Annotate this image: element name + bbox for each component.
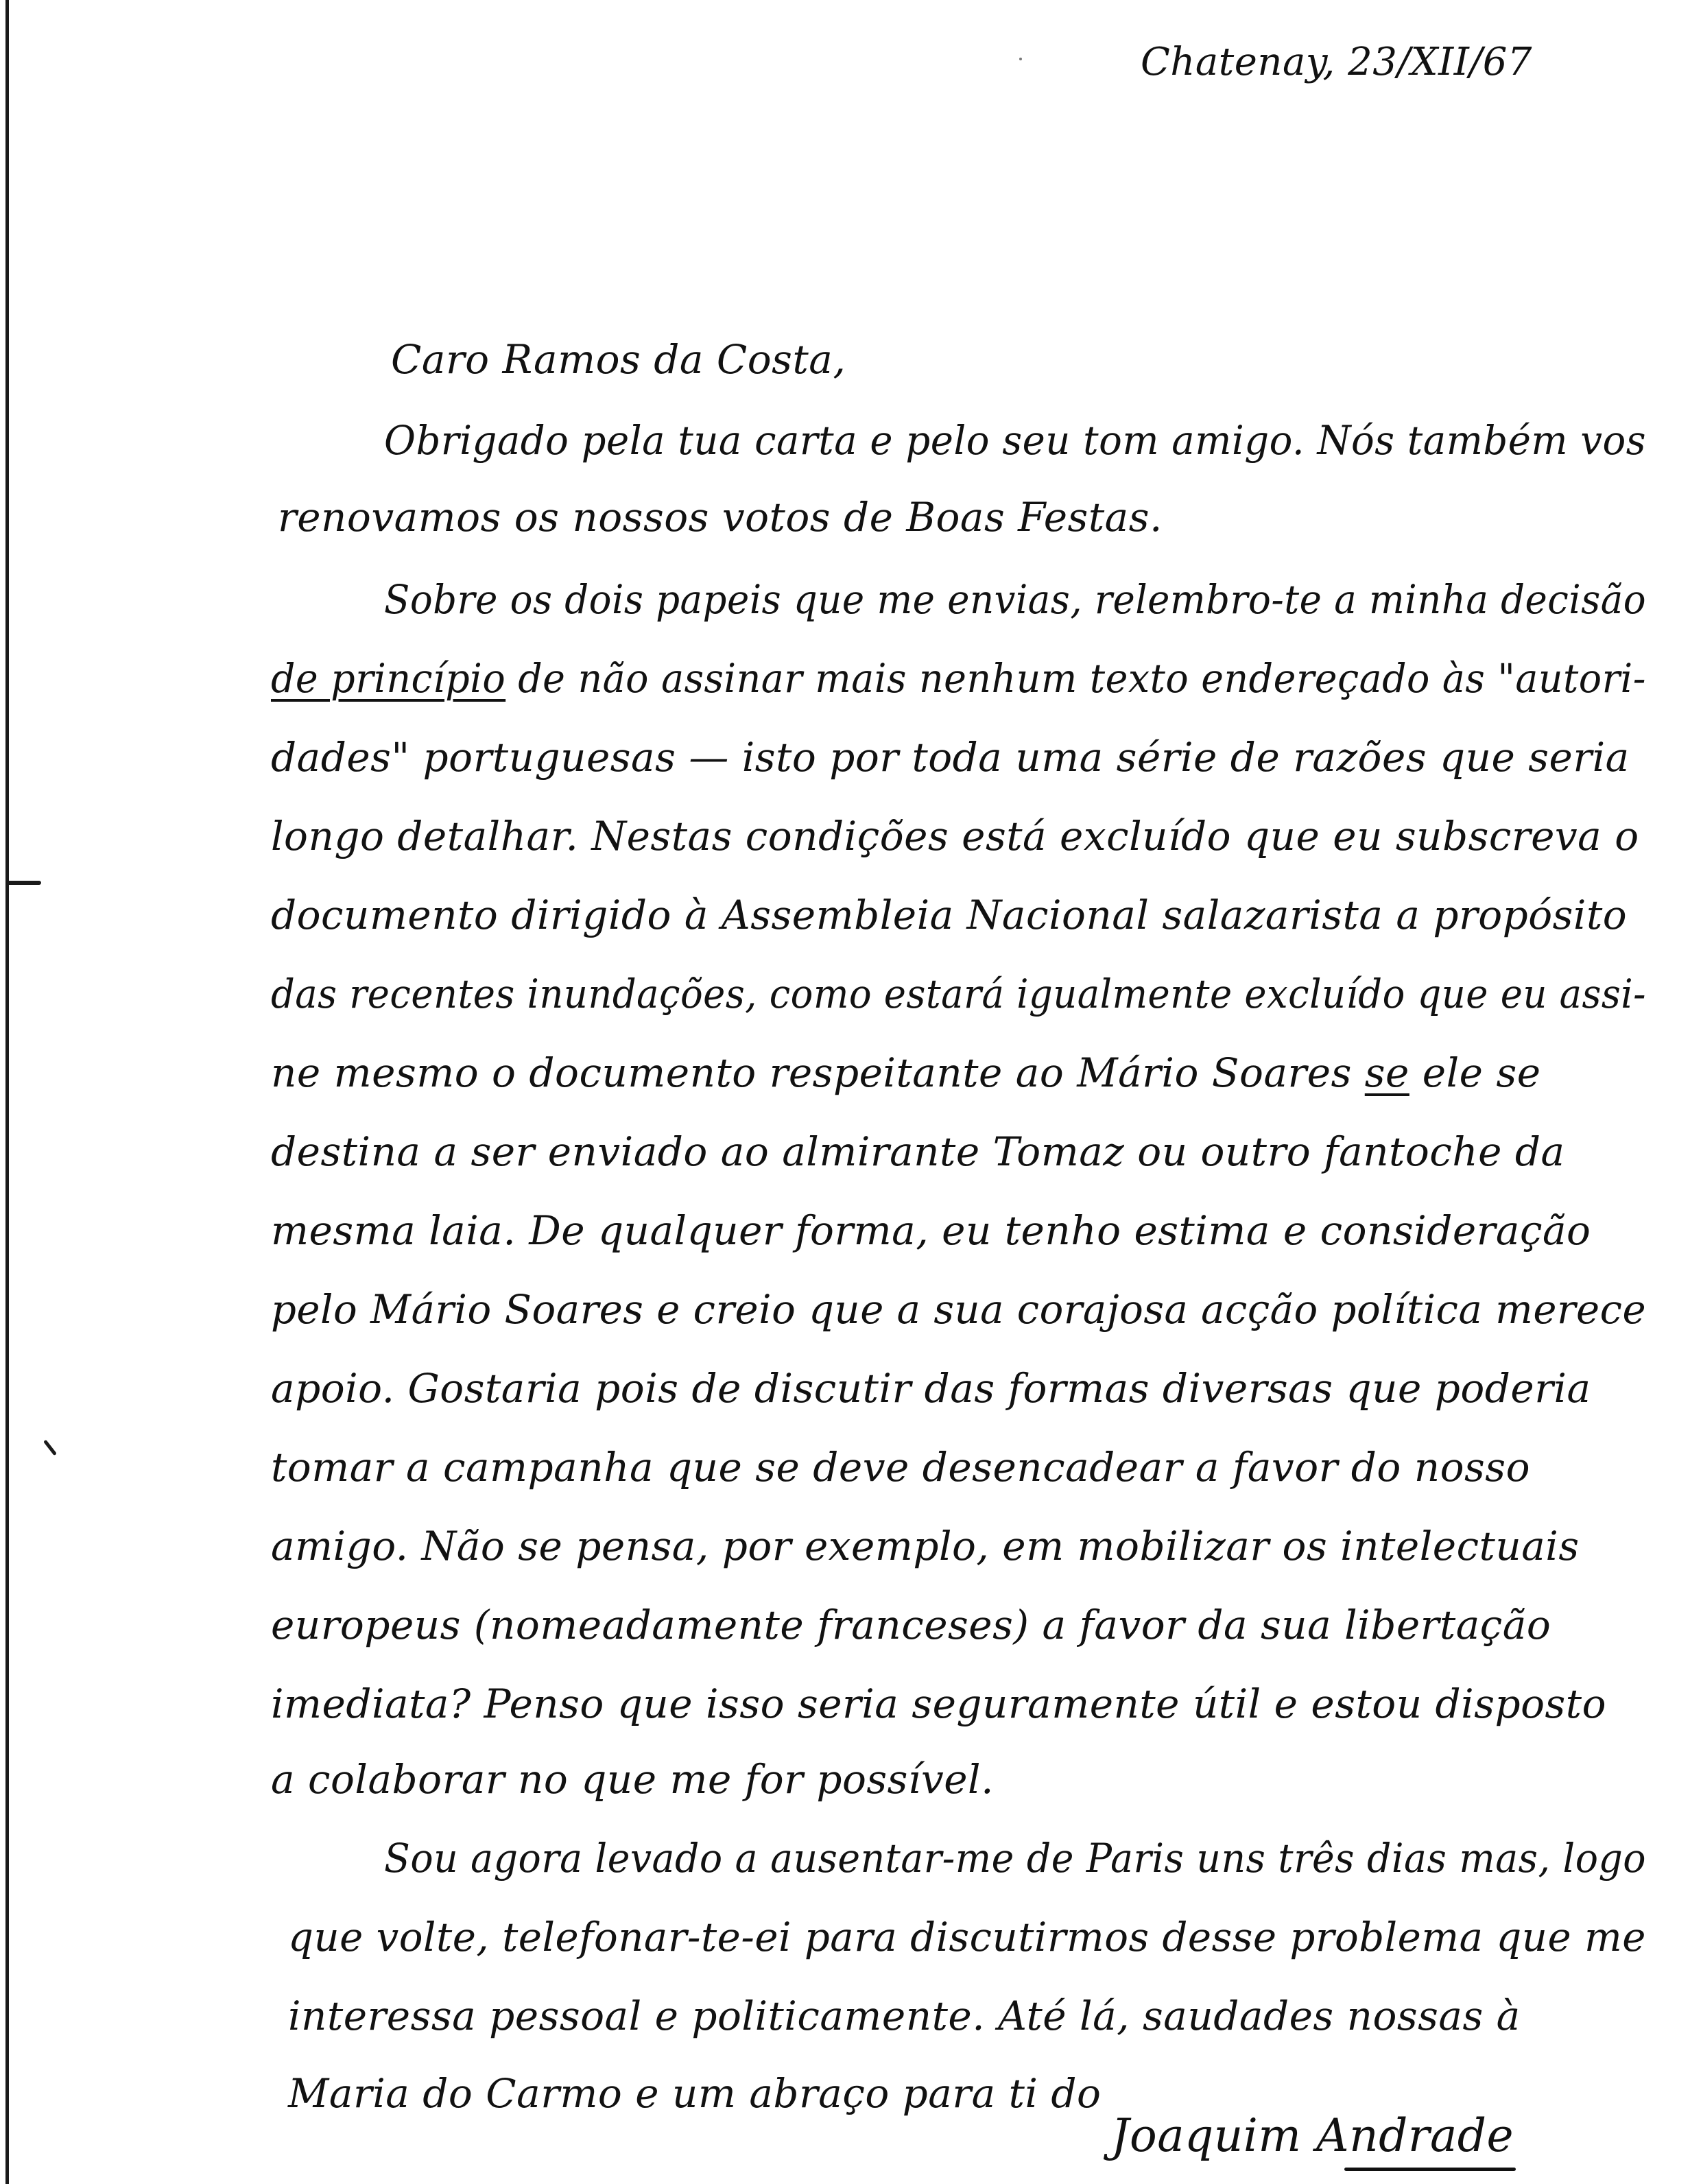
signature: Joaquim Andrade <box>1111 2109 1514 2162</box>
stray-ink-mark <box>43 1440 57 1456</box>
body-line: Sou agora levado a ausentar-me de Paris uns três dias mas, logo <box>384 1835 1647 1882</box>
letter-salutation: Caro Ramos da Costa, <box>391 336 846 383</box>
body-line: imediata? Penso que isso seria seguramente útil e estou disposto <box>271 1681 1606 1727</box>
body-line: amigo. Não se pensa, por exemplo, em mobilizar os intelectuais <box>271 1523 1580 1569</box>
body-line: apoio. Gostaria pois de discutir das formas diversas que poderia <box>271 1365 1591 1412</box>
signature-underline <box>1344 2168 1516 2171</box>
body-line: europeus (nomeadamente franceses) a favor da sua libertação <box>271 1602 1551 1648</box>
body-line: destina a ser enviado ao almirante Tomaz ou outro fantoche da <box>271 1128 1565 1175</box>
body-line: mesma laia. De qualquer forma, eu tenho estima e consideração <box>271 1207 1591 1254</box>
body-line: Sobre os dois papeis que me envias, relembro-te a minha decisão <box>384 576 1647 623</box>
body-line: dades" portuguesas — isto por toda uma série de razões que seria <box>271 734 1630 781</box>
body-line: tomar a campanha que se deve desencadear a favor do nosso <box>271 1444 1530 1491</box>
body-line: das recentes inundações, como estará igualmente excluído que eu assi- <box>271 971 1646 1017</box>
body-line: renovamos os nossos votos de Boas Festas. <box>278 494 1163 541</box>
body-line: Maria do Carmo e um abraço para ti do <box>288 2070 1102 2117</box>
body-line: pelo Mário Soares e creio que a sua corajosa acção política merece <box>271 1286 1647 1333</box>
body-line: documento dirigido à Assembleia Nacional salazarista a propósito <box>271 892 1628 938</box>
body-line: que volte, telefonar-te-ei para discutirmos desse problema que me <box>288 1914 1646 1960</box>
body-line: ne mesmo o documento respeitante ao Mário Soares se ele se <box>271 1049 1541 1096</box>
scan-edge-mark <box>5 881 41 885</box>
body-line: longo detalhar. Nestas condições está excluído que eu subscreva o <box>271 813 1639 859</box>
underlined-phrase: de princípio <box>271 655 506 702</box>
scan-edge-line <box>5 0 9 2184</box>
body-line: a colaborar no que me for possível. <box>271 1756 995 1803</box>
letter-date: Chatenay, 23/XII/67 <box>1140 40 1532 84</box>
body-line: de princípio de não assinar mais nenhum texto endereçado às "autori- <box>271 655 1646 702</box>
stray-dot <box>1019 58 1022 60</box>
body-line: interessa pessoal e politicamente. Até lá, saudades nossas à <box>288 1993 1521 2039</box>
underlined-word: se <box>1364 1049 1409 1096</box>
body-line: Obrigado pela tua carta e pelo seu tom amigo. Nós também vos <box>384 417 1646 464</box>
